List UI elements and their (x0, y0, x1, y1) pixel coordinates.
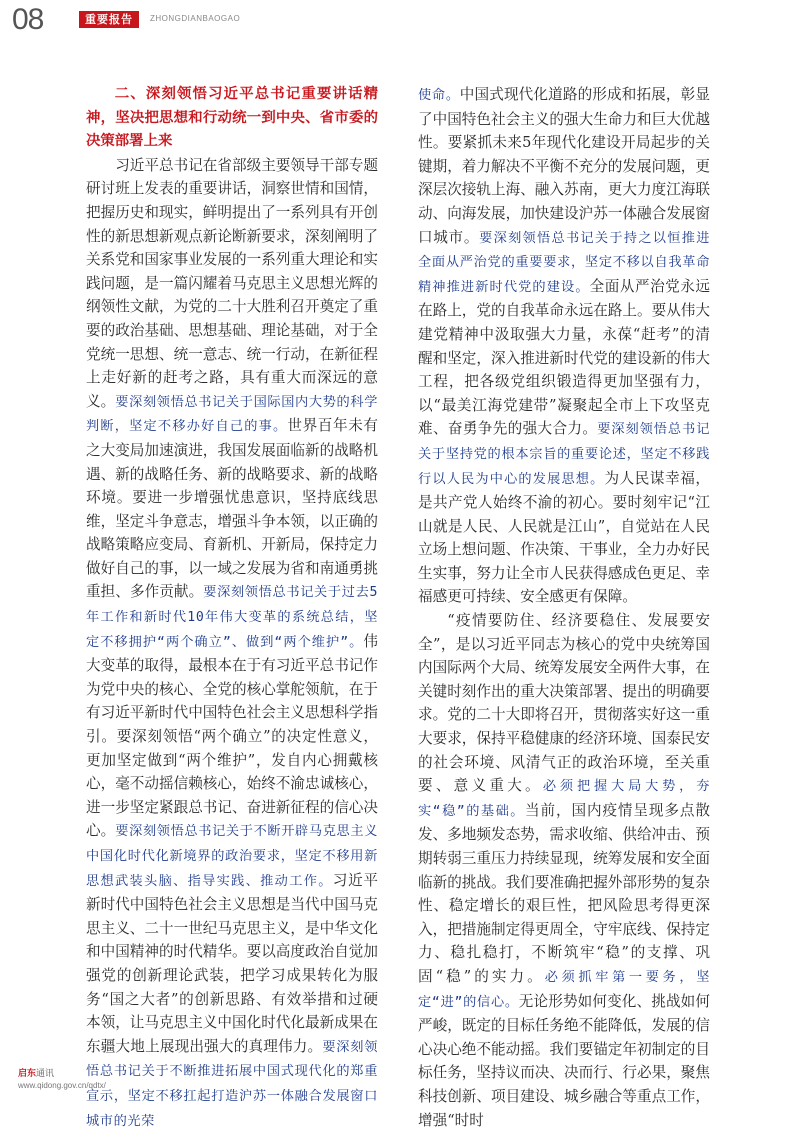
emphasis-text: 要深刻领悟总书记关于持之以恒推进全面从严治党的重要要求，坚定不移以自我革命精神推进新时代党的建设。 (418, 230, 710, 295)
footer-url: www.qidong.gov.cn/qdtx/ (18, 1081, 106, 1090)
page-number: 08 (12, 3, 44, 36)
emphasis-text: 要深刻领悟总书记关于不断开辟马克思主义中国化时代化新境界的政治要求，坚定不移用新思想武装头脑、指导实践、推动工作。 (86, 824, 378, 889)
emphasis-text: 必须把握大局大势，夯实“稳”的基础。 (418, 779, 710, 819)
body-text: 无论形势如何变化、挑战如何严峻，既定的目标任务绝不能降低，发展的信心决心绝不能动摇。我们要锚定年初制定的目标任务，坚持议而决、决而行、行必果，聚焦科技创新、项目建设、城乡融合等重点工作，增强“时时 (418, 992, 710, 1129)
footer-brand-sub: 通讯 (36, 1069, 55, 1079)
footer-brand-main: 启东 (18, 1069, 37, 1079)
left-column (86, 83, 378, 1133)
emphasis-text: 要深刻领悟总书记关于国际国内大势的科学判断，坚定不移办好自己的事。 (86, 394, 378, 435)
paragraph-continued (418, 83, 710, 609)
section-pinyin: ZHONGDIANBAOGAO (150, 14, 241, 23)
right-column (418, 83, 710, 1132)
section-badge: 重要报告 (79, 11, 139, 28)
paragraph (86, 154, 378, 1133)
body-text: 当前，国内疫情呈现多点散发、多地频发态势，需求收缩、供给冲击、预期转弱三重压力持续显现，统筹发展和安全面临新的挑战。我们要准确把握外部形势的复杂性、稳定增长的艰巨性，把风险思考得更深入，把措施制定得更周全，守牢底线、保持定力、稳扎稳打，不断筑牢“稳”的支撑、巩固“稳”的实力。 (418, 801, 710, 985)
emphasis-text: 使命。 (418, 88, 460, 103)
body-text: 全面从严治党永远在路上，党的自我革命永远在路上。要从伟大建党精神中汲取强大力量，永葆“赶考”的清醒和坚定，深入推进新时代党的建设新的伟大工程，把各级党组织锻造得更加坚强有力，以“最美江海党建带”凝聚起全市上下攻坚克难、奋勇争先的强大合力。 (418, 277, 710, 438)
footer-brand (18, 1068, 106, 1080)
body-text: 习近平总书记在省部级主要领导干部专题研讨班上发表的重要讲话，洞察世情和国情，把握历史和现实，鲜明提出了一系列具有开创性的新思想新观点新论断新要求，深刻阐明了关系党和国家事业发展的一系列重大理论和实践问题，是一篇闪耀着马克思主义思想光辉的纲领性文献，为党的二十大胜利召开奠定了重要的政治基础、思想基础、理论基础，对于全党统一思想、统一意志、统一行动，在新征程上走好新的赶考之路，具有重大而深远的意义。 (86, 156, 378, 410)
section-heading: 二、深刻领悟习近平总书记重要讲话精神，坚决把思想和行动统一到中央、省市委的决策部署上来 (86, 86, 378, 150)
page-footer (18, 1068, 106, 1091)
emphasis-text: 要深刻领悟总书记关于坚持党的根本宗旨的重要论述，坚定不移践行以人民为中心的发展思想。 (418, 422, 710, 487)
body-text: 世界百年未有之大变局加速演进，我国发展面临新的战略机遇、新的战略任务、新的战略要求、新的战略环境。要进一步增强忧患意识，坚持底线思维，坚定斗争意志，增强斗争本领，以正确的战略策略应变局、育新机、开新局，保持定力做好自己的事，以一域之发展为省和南通勇挑重担、多作贡献。 (86, 417, 378, 601)
body-text: 中国式现代化道路的形成和拓展，彰显了中国特色社会主义的强大生命力和巨大优越性。要紧抓未来5年现代化建设开局起步的关键期，着力解决不平衡不充分的发展问题，更深层次接轨上海、融入苏南，更大力度江海联动、向海发展，加快建设沪苏一体融合发展窗口城市。 (418, 86, 710, 246)
emphasis-text: 要深刻领悟总书记关于不断推进拓展中国式现代化的郑重宣示，坚定不移扛起打造沪苏一体融合发展窗口城市的光荣 (86, 1039, 378, 1129)
body-text: 习近平新时代中国特色社会主义思想是当代中国马克思主义、二十一世纪马克思主义，是中华文化和中国精神的时代精华。要以高度政治自觉加强党的创新理论武装，把学习成果转化为服务“国之大者”的创新思路、有效举措和过硬本领，让马克思主义中国化时代化最新成果在东疆大地上展现出强大的真理伟力。 (86, 871, 378, 1055)
emphasis-text: 必须抓牢第一要务，坚定“进”的信心。 (418, 969, 710, 1010)
body-text: 伟大变革的取得，最根本在于有习近平总书记作为党中央的核心、全党的核心掌舵领航，在于有习近平新时代中国特色社会主义思想科学指引。要深刻领悟“两个确立”的决定性意义，更加坚定做到“两个维护”，发自内心拥戴核心，毫不动摇信赖核心，始终不渝忠诚核心，进一步坚定紧跟总书记、奋进新征程的信心决心。 (86, 632, 378, 840)
paragraph (418, 609, 710, 1132)
emphasis-text: 要深刻领悟总书记关于过去5年工作和新时代10年伟大变革的系统总结，坚定不移拥护“两个确立”、做到“两个维护”。 (86, 585, 378, 650)
page-header (0, 0, 797, 40)
body-text: 为人民谋幸福，是共产党人始终不渝的初心。要时刻牢记“江山就是人民、人民就是江山”，自觉站在人民立场上想问题、作决策、干事业，全力办好民生实事，努力让全市人民获得感成色更足、幸福感更可持续、安全感更有保障。 (418, 469, 710, 606)
body-text: “疫情要防住、经济要稳住、发展要安全”，是以习近平同志为核心的党中央统筹国内国际两个大局、统筹发展安全两件大事，在关键时刻作出的重大决策部署、提出的明确要求。党的二十大即将召开，贯彻落实好这一重大要求，保持平稳健康的经济环境、国泰民安的社会环境、风清气正的政治环境，至关重要、意义重大。 (418, 612, 710, 795)
